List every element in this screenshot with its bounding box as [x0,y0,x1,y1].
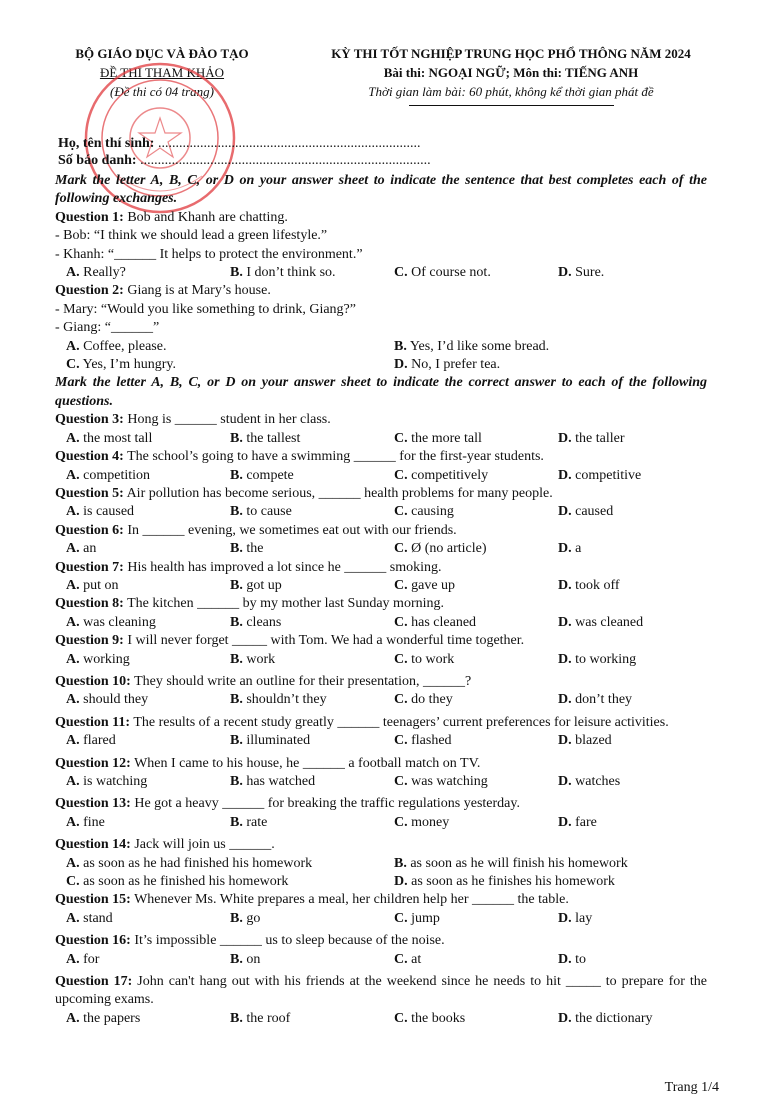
option-a[interactable]: A. Coffee, please. [66,338,167,354]
question-text: It’s impossible ______ us to sleep because of the noise. [130,933,445,949]
option-c[interactable]: C. jump [394,910,440,926]
header-right [296,44,726,106]
question-3 [55,411,707,429]
option-a[interactable]: A. flared [66,733,116,749]
answer-options [55,1010,707,1028]
answer-options [55,873,707,891]
candidate-name-field[interactable]: ........................................................................... [157,136,421,151]
option-b[interactable]: B. on [230,951,261,967]
answer-options [55,651,707,669]
answer-options [55,338,707,356]
answer-options [55,614,707,632]
answer-options [55,732,707,750]
dialogue-line: - Mary: “Would you like something to drink, Giang?” [55,301,356,317]
question-16 [55,932,707,950]
question-1 [55,209,707,227]
question-label: Question 10: [55,673,131,689]
option-b[interactable]: B. work [230,651,276,667]
question-label: Question 8: [55,596,124,612]
question-text: I will never forget _____ with Tom. We had a wonderful time together. [123,633,525,649]
option-d[interactable]: D. to [558,951,587,967]
question-14 [55,836,707,854]
option-c[interactable]: C. to work [394,651,455,667]
option-d[interactable]: D. blazed [558,733,612,749]
answer-options [55,467,707,485]
question-label: Question 7: [55,559,124,575]
answer-options [55,814,707,832]
question-label: Question 2: [55,283,124,299]
answer-options [55,264,707,282]
question-text: His health has improved a lot since he ______ smoking. [123,559,442,575]
option-c[interactable]: C. at [394,951,422,967]
question-13 [55,795,707,813]
exam-subject: Bài thi: NGOẠI NGỮ; Môn thi: TIẾNG ANH [383,65,639,80]
question-15 [55,891,707,909]
option-c[interactable]: C. the books [394,1010,466,1026]
question-8 [55,595,707,613]
option-a[interactable]: A. the most tall [66,430,153,446]
option-a[interactable]: A. Really? [66,265,126,281]
question-text: In ______ evening, we sometimes eat out with our friends. [123,522,457,538]
question-text: Jack will join us ______. [130,837,275,853]
question-17 [55,973,707,1010]
option-d[interactable]: D. a [558,541,582,557]
option-c[interactable]: C. causing [394,504,454,520]
question-label: Question 13: [55,796,131,812]
option-b[interactable]: B. compete [230,467,294,483]
option-a[interactable]: A. the papers [66,1010,141,1026]
option-d[interactable]: D. the dictionary [558,1010,653,1026]
option-b[interactable]: B. the tallest [230,430,301,446]
instruction-questions: Mark the letter A, B, C, or D on your answer sheet to indicate the correct answer to each of the following questions. [55,375,707,409]
option-c[interactable]: C. money [394,814,450,830]
option-b[interactable]: B. shouldn’t they [230,692,327,708]
answer-options [55,540,707,558]
answer-options [55,430,707,448]
question-label: Question 17: [55,974,133,990]
option-c[interactable]: C. flashed [394,733,452,749]
question-text: When I came to his house, he ______ a football match on TV. [130,755,481,771]
answer-options [55,691,707,709]
question-2 [55,282,707,300]
question-text: Giang is at Mary’s house. [123,283,271,299]
question-label: Question 14: [55,837,131,853]
option-a[interactable]: A. should they [66,692,149,708]
option-a[interactable]: A. an [66,541,97,557]
option-b[interactable]: B. Yes, I’d like some bread. [394,338,550,354]
pages-note: (Đề thi có 04 trang) [110,84,214,99]
option-a[interactable]: A. stand [66,910,113,926]
instruction-exchanges: Mark the letter A, B, C, or D on your answer sheet to indicate the sentence that best completes each of the following exchanges. [55,173,707,207]
option-b[interactable]: B. illuminated [230,733,311,749]
question-label: Question 15: [55,892,131,908]
question-label: Question 11: [55,714,131,730]
dialogue-line: - Bob: “I think we should lead a green lifestyle.” [55,228,328,244]
answer-options [55,855,707,873]
option-c[interactable]: C. has cleaned [394,614,477,630]
option-c[interactable]: C. Of course not. [394,265,491,281]
question-5 [55,485,707,503]
dialogue-line: - Khanh: “______ It helps to protect the environment.” [55,246,363,262]
question-text: The results of a recent study greatly ______ teenagers’ current preferences for leisure activities. [130,714,669,730]
option-c[interactable]: C. the more tall [394,430,482,446]
option-b[interactable]: B. to cause [230,504,292,520]
question-text: John can't hang out with his friends at the weekend since he needs to hit _____ to prepare for the upcoming exams. [55,974,707,1008]
candidate-id-field[interactable]: ................................................................................... [140,153,431,168]
option-c[interactable]: C. gave up [394,577,456,593]
question-label: Question 12: [55,755,131,771]
ministry-name: BỘ GIÁO DỤC VÀ ĐÀO TẠO [75,46,249,61]
page-number: Trang 1/4 [664,1080,719,1095]
question-text: They should write an outline for their presentation, ______? [130,673,472,689]
option-d[interactable]: D. as soon as he finishes his homework [394,874,615,890]
question-label: Question 5: [55,485,124,501]
option-b[interactable]: B. rate [230,814,268,830]
header-rule [409,105,614,106]
question-12 [55,755,707,773]
option-b[interactable]: B. go [230,910,261,926]
option-d[interactable]: D. Sure. [558,265,605,281]
candidate-id-label: Số báo danh: [58,153,137,168]
option-b[interactable]: B. cleans [230,614,282,630]
option-d[interactable]: D. took off [558,577,620,593]
exam-type: ĐỀ THI THAM KHẢO [99,65,225,80]
question-9 [55,632,707,650]
question-text: Bob and Khanh are chatting. [123,209,288,225]
answer-options [55,577,707,595]
option-b[interactable]: B. the roof [230,1010,291,1026]
candidate-info [58,135,431,169]
option-d[interactable]: D. was cleaned [558,614,644,630]
option-a[interactable]: A. competition [66,467,151,483]
option-d[interactable]: D. to working [558,651,637,667]
option-a[interactable]: A. for [66,951,100,967]
option-a[interactable]: A. is caused [66,504,135,520]
option-c[interactable]: C. as soon as he finished his homework [66,874,289,890]
question-11 [55,714,707,732]
option-b[interactable]: B. has watched [230,774,316,789]
option-b[interactable]: B. I don’t think so. [230,265,336,281]
question-label: Question 16: [55,933,131,949]
question-text: Air pollution has become serious, ______ health problems for many people. [123,485,553,501]
option-c[interactable]: C. Yes, I’m hungry. [66,357,176,373]
exam-body [55,172,707,1028]
question-label: Question 9: [55,633,124,649]
question-text: Whenever Ms. White prepares a meal, her children help her ______ the table. [130,892,569,908]
option-a[interactable]: A. is watching [66,774,148,789]
option-d[interactable]: D. caused [558,504,614,520]
question-list [55,891,707,1028]
question-10 [55,673,707,691]
option-b[interactable]: B. got up [230,577,282,593]
question-label: Question 4: [55,449,124,465]
exam-time: Thời gian làm bài: 60 phút, không kể thời gian phát đề [368,84,654,99]
option-a[interactable]: A. was cleaning [66,614,156,630]
option-b[interactable]: B. the [230,541,264,557]
option-c[interactable]: C. competitively [394,467,489,483]
option-c[interactable]: C. was watching [394,774,488,789]
option-b[interactable]: B. as soon as he will finish his homework [394,855,628,871]
option-d[interactable]: D. No, I prefer tea. [394,357,501,373]
candidate-name-label: Họ, tên thí sinh: [58,136,155,151]
question-label: Question 3: [55,412,124,428]
question-text: He got a heavy ______ for breaking the traffic regulations yesterday. [130,796,520,812]
question-7 [55,559,707,577]
option-d[interactable]: D. watches [558,774,621,789]
option-a[interactable]: A. as soon as he had finished his homework [66,855,313,871]
dialogue-line: - Giang: “______” [55,320,160,336]
question-text: The kitchen ______ by my mother last Sunday morning. [123,596,444,612]
option-c[interactable]: C. do they [394,692,453,708]
answer-options [55,951,707,969]
option-d[interactable]: D. lay [558,910,593,926]
answer-options [55,910,707,928]
option-a[interactable]: A. fine [66,814,105,830]
answer-options [55,503,707,521]
option-c[interactable]: C. Ø (no article) [394,541,487,557]
question-text: The school’s going to have a swimming ______ for the first-year students. [123,449,544,465]
option-a[interactable]: A. working [66,651,130,667]
option-a[interactable]: A. put on [66,577,119,593]
question-list [55,411,707,832]
question-text: Hong is ______ student in her class. [123,412,331,428]
question-4 [55,448,707,466]
question-label: Question 1: [55,209,124,225]
option-d[interactable]: D. competitive [558,467,642,483]
exam-title: KỲ THI TỐT NGHIỆP TRUNG HỌC PHỔ THÔNG NĂM 2024 [331,46,691,61]
option-d[interactable]: D. don’t they [558,692,633,708]
option-d[interactable]: D. the taller [558,430,625,446]
answer-options [55,356,707,374]
answer-options [55,773,707,791]
question-label: Question 6: [55,522,124,538]
option-d[interactable]: D. fare [558,814,597,830]
question-6 [55,522,707,540]
